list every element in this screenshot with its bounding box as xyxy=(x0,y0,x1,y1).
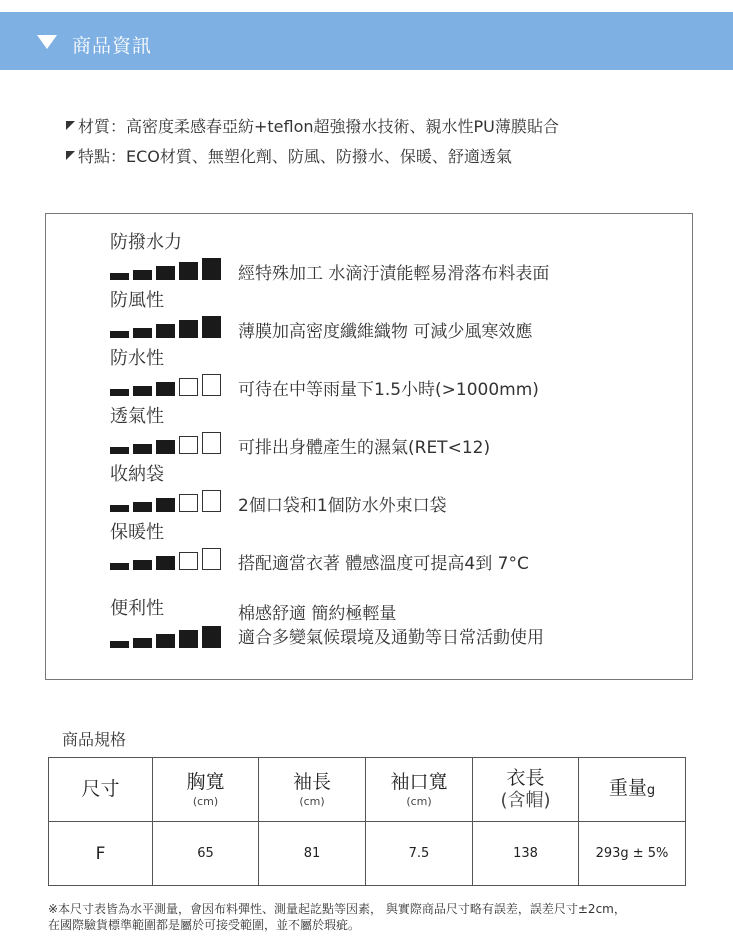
rating-title: 防水性 xyxy=(110,348,164,369)
rating-title: 防撥水力 xyxy=(110,232,182,253)
rating-bar-filled xyxy=(202,626,221,648)
rating-description xyxy=(238,320,532,344)
rating-bar-filled xyxy=(202,258,221,280)
cell-size: F xyxy=(49,822,153,886)
rating-bar-filled xyxy=(179,320,198,338)
spec-heading: 商品規格 xyxy=(62,730,127,749)
column-header-weight xyxy=(579,758,686,822)
section-header-bar xyxy=(0,12,733,70)
rating-bars xyxy=(110,258,222,280)
rating-bar-filled xyxy=(156,498,175,512)
column-label: 衣長 xyxy=(506,767,545,789)
rating-title: 防風性 xyxy=(110,290,164,311)
rating-bar-filled xyxy=(202,316,221,338)
bullet-triangle-icon xyxy=(66,121,75,130)
rating-description-line: 可排出身體產生的濕氣(RET<12) xyxy=(238,438,491,458)
section-title: 商品資訊 xyxy=(72,35,153,57)
rating-bar-filled xyxy=(179,630,198,648)
rating-bar-filled xyxy=(179,262,198,280)
rating-bar-filled xyxy=(133,502,152,512)
rating-bar-filled xyxy=(156,324,175,338)
column-header-length xyxy=(473,758,579,822)
rating-bar-filled xyxy=(110,447,129,454)
footnote-line: ※本尺寸表皆為水平測量，會因布料彈性、測量起訖點等因素， 與實際商品尺寸略有誤差，誤差尺寸±2cm， xyxy=(48,902,626,916)
rating-bar-empty xyxy=(202,432,221,454)
size-spec-table xyxy=(48,757,686,886)
column-header-cuff-width xyxy=(366,758,473,822)
cell-sleeve-length: 81 xyxy=(259,822,366,886)
rating-bar-filled xyxy=(133,444,152,454)
rating-title: 便利性 xyxy=(110,598,164,619)
column-unit: g xyxy=(646,783,656,798)
rating-title: 保暖性 xyxy=(110,522,164,543)
rating-bar-filled xyxy=(110,505,129,512)
rating-description-line: 適合多變氣候環境及通勤等日常活動使用 xyxy=(238,628,544,648)
column-unit: (cm) xyxy=(299,794,325,808)
rating-bar-empty xyxy=(179,436,198,454)
cell-chest-width: 65 xyxy=(153,822,259,886)
column-header-size xyxy=(49,758,153,822)
column-label: 袖口寬 xyxy=(390,770,448,793)
column-unit: (cm) xyxy=(406,794,432,808)
cell-length: 138 xyxy=(473,822,579,886)
footnote-line: 在國際驗貨標準範圍都是屬於可接受範圍，並不屬於瑕疵。 xyxy=(48,918,361,932)
rating-description xyxy=(238,262,549,286)
column-label: 尺寸 xyxy=(81,778,120,800)
rating-bars xyxy=(110,548,222,570)
rating-bar-empty xyxy=(202,374,221,396)
rating-bars xyxy=(110,316,222,338)
feature-characteristics-text: 特點：ECO材質、無塑化劑、防風、防撥水、保暖、舒適透氣 xyxy=(78,147,512,166)
rating-description xyxy=(238,552,529,576)
rating-bar-filled xyxy=(133,270,152,280)
column-header-chest-width xyxy=(153,758,259,822)
rating-bars xyxy=(110,374,222,396)
rating-bar-filled xyxy=(156,266,175,280)
rating-title: 收納袋 xyxy=(110,464,164,485)
cell-weight: 293g ± 5% xyxy=(579,822,686,886)
rating-bar-empty xyxy=(202,548,221,570)
rating-description xyxy=(238,494,447,518)
rating-bar-filled xyxy=(133,386,152,396)
rating-bar-empty xyxy=(179,494,198,512)
rating-description-line: 薄膜加高密度纖維織物 可減少風寒效應 xyxy=(238,322,533,342)
table-header-row xyxy=(49,758,686,822)
table-row xyxy=(49,822,686,886)
performance-ratings-box xyxy=(45,213,693,680)
rating-description-line: 2個口袋和1個防水外束口袋 xyxy=(238,496,447,516)
column-unit: (含帽) xyxy=(500,790,551,811)
rating-bar-filled xyxy=(156,634,175,648)
feature-characteristics xyxy=(66,144,512,167)
rating-bars xyxy=(110,490,222,512)
rating-bars xyxy=(110,626,222,648)
column-label: 重量 xyxy=(608,777,647,799)
rating-description-line: 可待在中等雨量下1.5小時(>1000mm) xyxy=(238,380,539,400)
column-unit: (cm) xyxy=(192,794,219,808)
feature-material-text: 材質：高密度柔感春亞紡+teflon超強撥水技術、親水性PU薄膜貼合 xyxy=(78,117,559,136)
column-label: 袖長 xyxy=(292,770,331,793)
rating-bar-filled xyxy=(133,328,152,338)
rating-bar-filled xyxy=(110,389,129,396)
column-header-sleeve-length xyxy=(259,758,366,822)
rating-title: 透氣性 xyxy=(110,406,164,427)
rating-bar-filled xyxy=(133,638,152,648)
rating-bar-filled xyxy=(110,273,129,280)
rating-bar-empty xyxy=(179,552,198,570)
cell-cuff-width: 7.5 xyxy=(366,822,473,886)
rating-bar-filled xyxy=(156,556,175,570)
rating-bar-filled xyxy=(110,641,129,648)
rating-bar-empty xyxy=(202,490,221,512)
rating-description xyxy=(238,436,490,460)
rating-description xyxy=(238,602,544,650)
rating-bar-empty xyxy=(179,378,198,396)
rating-bars xyxy=(110,432,222,454)
caret-down-icon xyxy=(37,35,57,49)
rating-bar-filled xyxy=(156,440,175,454)
rating-description-line: 搭配適當衣著 體感溫度可提高4到 7°C xyxy=(238,554,529,574)
rating-bar-filled xyxy=(110,331,129,338)
rating-bar-filled xyxy=(133,560,152,570)
bullet-triangle-icon xyxy=(66,151,75,160)
feature-material xyxy=(66,114,559,137)
column-label: 胸寬 xyxy=(186,770,225,793)
rating-bar-filled xyxy=(156,382,175,396)
rating-description xyxy=(238,378,539,402)
rating-bar-filled xyxy=(110,563,129,570)
rating-description-line: 經特殊加工 水滴汙漬能輕易滑落布料表面 xyxy=(238,264,550,284)
rating-description-line: 棉感舒適 簡約極輕量 xyxy=(238,604,397,624)
